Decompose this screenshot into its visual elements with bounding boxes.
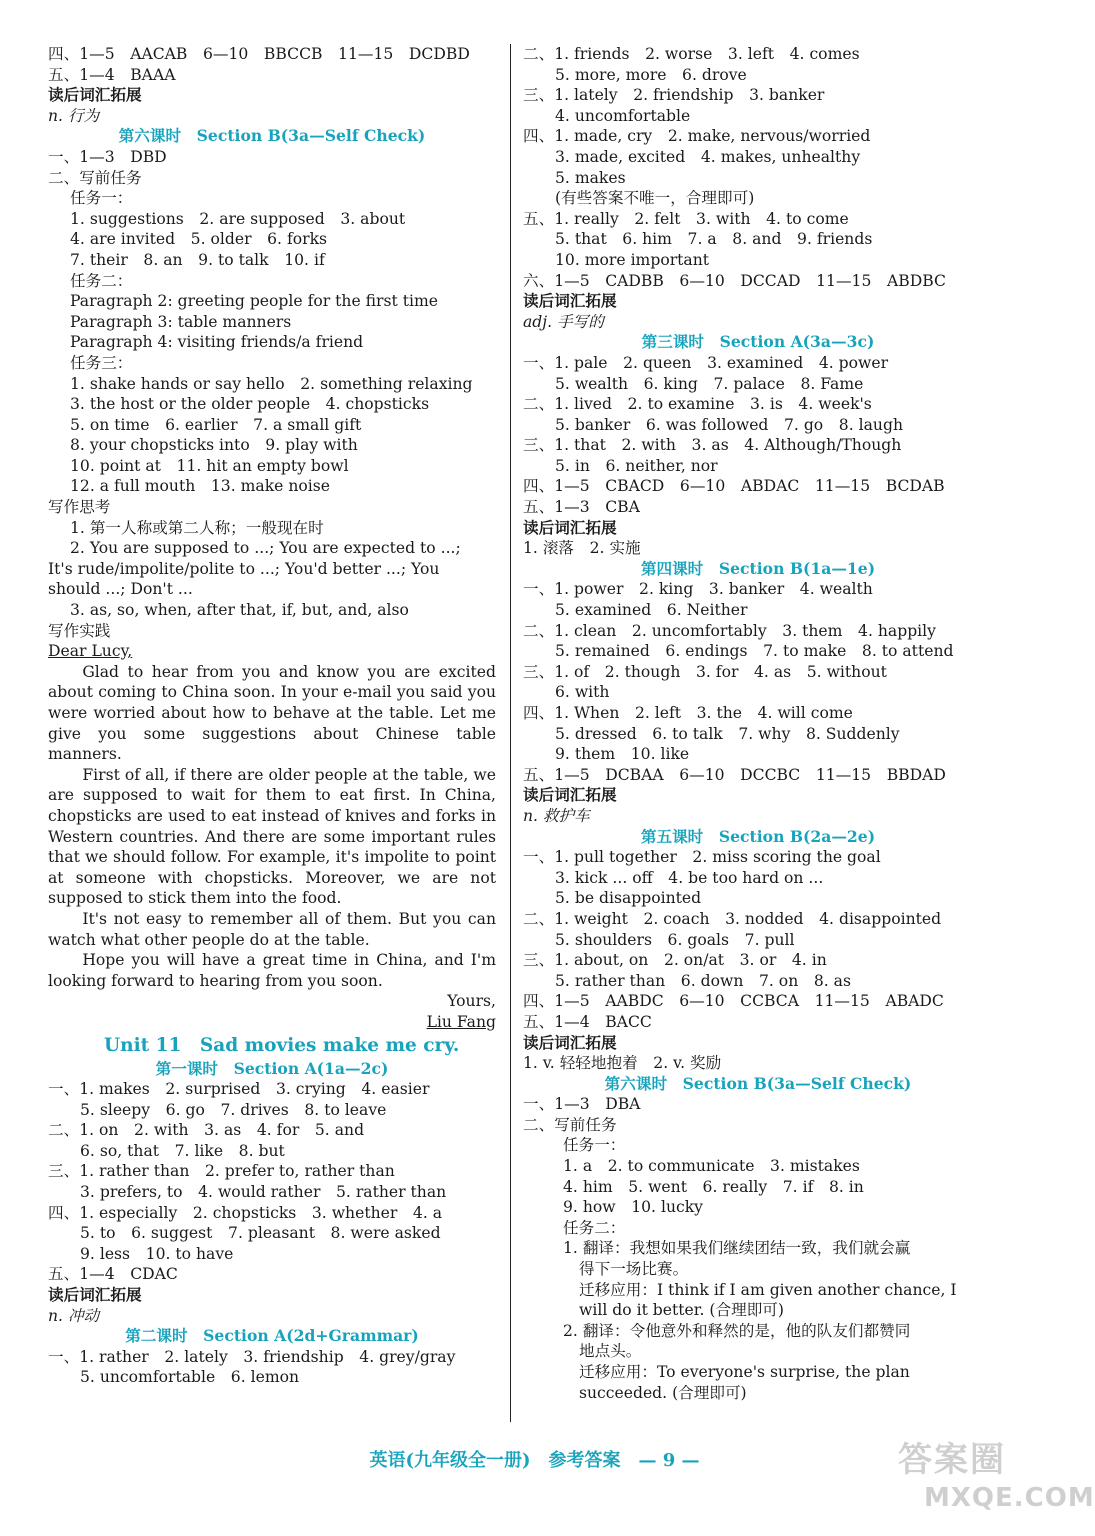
answer-line: 读后词汇拓展	[48, 1285, 142, 1305]
answer-line: Paragraph 4: visiting friends/a friend	[70, 333, 364, 352]
answer-line: Paragraph 3: table manners	[70, 312, 292, 331]
answer-line: 五、1—4 BAAA	[48, 65, 176, 84]
answer-line: 10. more important	[555, 250, 710, 269]
answer-line: 读后词汇拓展	[523, 785, 617, 805]
answer-line: 二、写前任务	[48, 168, 142, 187]
answer-line: 一、1. pull together 2. miss scoring the goal	[523, 848, 881, 867]
answer-line: 任务二：	[70, 271, 133, 290]
answer-line: 一、1—3 DBA	[523, 1095, 641, 1114]
answer-line: 一、1—3 DBD	[48, 147, 167, 166]
answer-line: 二、1. lived 2. to examine 3. is 4. week's	[523, 395, 872, 414]
letter-paragraph: It's not easy to remember all of them. But you can watch what other people do at the table.	[48, 909, 496, 949]
answer-line: 任务一：	[70, 189, 133, 208]
answer-line: 任务二：	[563, 1218, 626, 1237]
answer-line: 一、1. makes 2. surprised 3. crying 4. easier	[48, 1080, 430, 1099]
answer-line: 9. them 10. like	[555, 745, 690, 764]
answer-line: 5. sleepy 6. go 7. drives 8. to leave	[80, 1100, 387, 1119]
answer-line: 5. rather than 6. down 7. on 8. as	[555, 971, 851, 990]
answer-line: 10. point at 11. hit an empty bowl	[70, 456, 349, 475]
answer-line: will do it better. (合理即可)	[579, 1301, 784, 1320]
answer-line: 7. their 8. an 9. to talk 10. if	[70, 250, 325, 269]
letter-signature: Yours,	[447, 992, 496, 1011]
answer-line: 4. him 5. went 6. really 7. if 8. in	[563, 1177, 864, 1196]
answer-line: 9. less 10. to have	[80, 1244, 234, 1263]
section-heading: 第六课时 Section B(3a—Self Check)	[118, 126, 426, 146]
answer-line: 得下一场比赛。	[579, 1260, 689, 1279]
answer-line: 写作思考	[48, 498, 111, 517]
answer-line: 二、1. friends 2. worse 3. left 4. comes	[523, 45, 860, 63]
answer-line: 3. as, so, when, after that, if, but, and, also	[70, 601, 409, 620]
answer-line: 3. the host or the older people 4. chopsticks	[70, 395, 430, 414]
answer-line: 1. 滚落 2. 实施	[523, 539, 641, 558]
answer-line: 4. uncomfortable	[555, 106, 691, 125]
answer-line: 5. banker 6. was followed 7. go 8. laugh	[555, 415, 903, 434]
answer-line: adj. 手写的	[523, 312, 604, 331]
answer-line: It's rude/impolite/polite to ...; You'd better ...; You	[48, 559, 440, 578]
answer-line: 5. in 6. neither, nor	[555, 456, 718, 475]
answer-line: 5. dressed 6. to talk 7. why 8. Suddenly	[555, 724, 900, 743]
answer-line: 四、1—5 AABDC 6—10 CCBCA 11—15 ABADC	[523, 992, 944, 1011]
answer-line: 写作实践	[48, 621, 111, 640]
answer-line: 1. shake hands or say hello 2. something relaxing	[70, 374, 473, 393]
answer-line: 任务一：	[563, 1136, 626, 1155]
answer-line: 地点头。	[579, 1342, 642, 1361]
letter-paragraph: First of all, if there are older people at the table, we are supposed to wait for them to eat first. In China, chopsticks are used to eat instead of knives and forks in Western countries. And there are some important rules that we should follow. For example, it's impolite to point at someone with chopsticks. Moreover, we are not supposed to stick them into the food.	[48, 765, 496, 908]
answer-line: 读后词汇拓展	[48, 85, 142, 105]
answer-line: 3. made, excited 4. makes, unhealthy	[555, 147, 861, 166]
answer-line: 5. more, more 6. drove	[555, 65, 747, 84]
answer-line: 1. v. 轻轻地抱着 2. v. 奖励	[523, 1054, 722, 1073]
answer-line: 1. a 2. to communicate 3. mistakes	[563, 1157, 860, 1176]
answer-line: 8. your chopsticks into 9. play with	[70, 436, 358, 455]
answer-line: 1. 翻译：我想如果我们继续团结一致，我们就会赢	[563, 1239, 911, 1258]
answer-line: 6. so, that 7. like 8. but	[80, 1141, 285, 1160]
answer-line: 三、1. of 2. though 3. for 4. as 5. without	[523, 662, 887, 681]
answer-line: 5. uncomfortable 6. lemon	[80, 1368, 300, 1387]
answer-line: 4. are invited 5. older 6. forks	[70, 230, 328, 249]
answer-line: 二、1. clean 2. uncomfortably 3. them 4. happily	[523, 621, 936, 640]
letter-paragraph: Hope you will have a great time in China, and I'm looking forward to hearing from you soon.	[48, 951, 496, 990]
answer-line: 三、1. that 2. with 3. as 4. Although/Though	[523, 436, 902, 455]
answer-line: 三、1. rather than 2. prefer to, rather than	[48, 1162, 395, 1181]
answer-line: 四、1. made, cry 2. make, nervous/worried	[523, 127, 871, 146]
answer-line: 三、1. about, on 2. on/at 3. or 4. in	[523, 951, 827, 970]
answer-line: 五、1—4 BACC	[523, 1012, 652, 1031]
answer-line: 四、1. especially 2. chopsticks 3. whether 4. a	[48, 1203, 443, 1222]
answer-line: 任务三：	[70, 353, 133, 372]
answer-line: n. 救护车	[523, 806, 590, 825]
answer-line: 9. how 10. lucky	[563, 1198, 703, 1217]
answer-line: 5. examined 6. Neither	[555, 601, 748, 620]
answer-line: 读后词汇拓展	[523, 291, 617, 311]
answer-line: 一、1. rather 2. lately 3. friendship 4. grey/gray	[48, 1347, 456, 1366]
answer-line: 迁移应用：To everyone's surprise, the plan	[579, 1363, 910, 1381]
answer-line: 一、1. power 2. king 3. banker 4. wealth	[523, 580, 873, 599]
answer-line: 2. You are supposed to ...; You are expected to ...;	[70, 539, 461, 558]
column-divider	[510, 44, 511, 1422]
letter-signature: Liu Fang	[426, 1012, 496, 1031]
section-heading: 第五课时 Section B(2a—2e)	[640, 826, 876, 846]
answer-line: 12. a full mouth 13. make noise	[70, 477, 330, 496]
answer-line: should ...; Don't ...	[48, 580, 193, 599]
watermark-title: 答案圈	[898, 1440, 1006, 1480]
answer-line: 六、1—5 CADBB 6—10 DCCAD 11—15 ABDBC	[523, 271, 946, 290]
right-column	[523, 44, 993, 1403]
answer-line: 5. wealth 6. king 7. palace 8. Fame	[555, 374, 864, 393]
section-heading: 第二课时 Section A(2d+Grammar)	[125, 1326, 419, 1346]
answer-line: n. 冲动	[48, 1306, 100, 1325]
answer-line: 1. suggestions 2. are supposed 3. about	[70, 209, 406, 228]
section-heading: 第四课时 Section B(1a—1e)	[640, 558, 876, 578]
left-column	[48, 44, 496, 1388]
answer-line: 一、1. pale 2. queen 3. examined 4. power	[523, 353, 889, 372]
answer-line: 5. on time 6. earlier 7. a small gift	[70, 415, 362, 434]
answer-line: 二、1. on 2. with 3. as 4. for 5. and	[48, 1121, 365, 1140]
section-heading: 第三课时 Section A(3a—3c)	[641, 332, 875, 352]
answer-line: 读后词汇拓展	[523, 517, 617, 537]
answer-line: 5. makes	[555, 168, 626, 187]
answer-line: 6. with	[555, 683, 610, 702]
answer-line: 四、1—5 AACAB 6—10 BBCCB 11—15 DCDBD	[48, 45, 470, 63]
answer-line: 五、1—5 DCBAA 6—10 DCCBC 11—15 BBDAD	[523, 765, 946, 784]
answer-line: 迁移应用：I think if I am given another chance, I	[579, 1280, 957, 1299]
watermark-url: MXQE.COM	[924, 1483, 1095, 1513]
answer-line: 五、1—4 CDAC	[48, 1265, 178, 1284]
answer-line: 五、1—3 CBA	[523, 498, 640, 517]
answer-line: n. 行为	[48, 106, 100, 125]
answer-line: 5. to 6. suggest 7. pleasant 8. were asked	[80, 1224, 441, 1243]
answer-line: 2. 翻译：令他意外和释然的是，他的队友们都赞同	[563, 1321, 911, 1340]
section-heading: 第六课时 Section B(3a—Self Check)	[604, 1073, 912, 1093]
answer-line: 5. be disappointed	[555, 889, 702, 908]
watermark-logo	[898, 1438, 1095, 1530]
answer-line: (有些答案不唯一，合理即可)	[555, 189, 755, 208]
answer-line: Dear Lucy,	[48, 642, 133, 661]
answer-line: 二、1. weight 2. coach 3. nodded 4. disappointed	[523, 909, 942, 928]
answer-line: 三、1. lately 2. friendship 3. banker	[523, 86, 825, 105]
answer-line: 1. 第一人称或第二人称；一般现在时	[70, 518, 324, 537]
unit-title: Unit 11 Sad movies make me cry.	[104, 1034, 460, 1056]
answer-line: 5. remained 6. endings 7. to make 8. to attend	[555, 642, 954, 661]
answer-line: 读后词汇拓展	[523, 1032, 617, 1052]
answer-line: 四、1—5 CBACD 6—10 ABDAC 11—15 BCDAB	[523, 477, 945, 496]
answer-line: 5. that 6. him 7. a 8. and 9. friends	[555, 230, 873, 249]
answer-line: 四、1. When 2. left 3. the 4. will come	[523, 704, 853, 722]
answer-line: 5. shoulders 6. goals 7. pull	[555, 930, 795, 949]
answer-line: 3. prefers, to 4. would rather 5. rather than	[80, 1183, 447, 1202]
answer-line: 五、1. really 2. felt 3. with 4. to come	[523, 209, 849, 228]
section-heading: 第一课时 Section A(1a—2c)	[155, 1058, 389, 1078]
answer-line: Paragraph 2: greeting people for the first time	[70, 292, 438, 311]
letter-paragraph: Glad to hear from you and know you are excited about coming to China soon. In your e-mail you said you were worried about how to behave at the table. Let me give you some suggestions about Chinese table manners.	[48, 662, 496, 764]
page-footer: 英语(九年级全一册) 参考答案 — 9 —	[369, 1450, 700, 1471]
answer-line: 二、写前任务	[523, 1115, 617, 1134]
answer-line: 3. kick ... off 4. be too hard on ...	[555, 868, 824, 887]
answer-line: succeeded. (合理即可)	[579, 1383, 747, 1402]
